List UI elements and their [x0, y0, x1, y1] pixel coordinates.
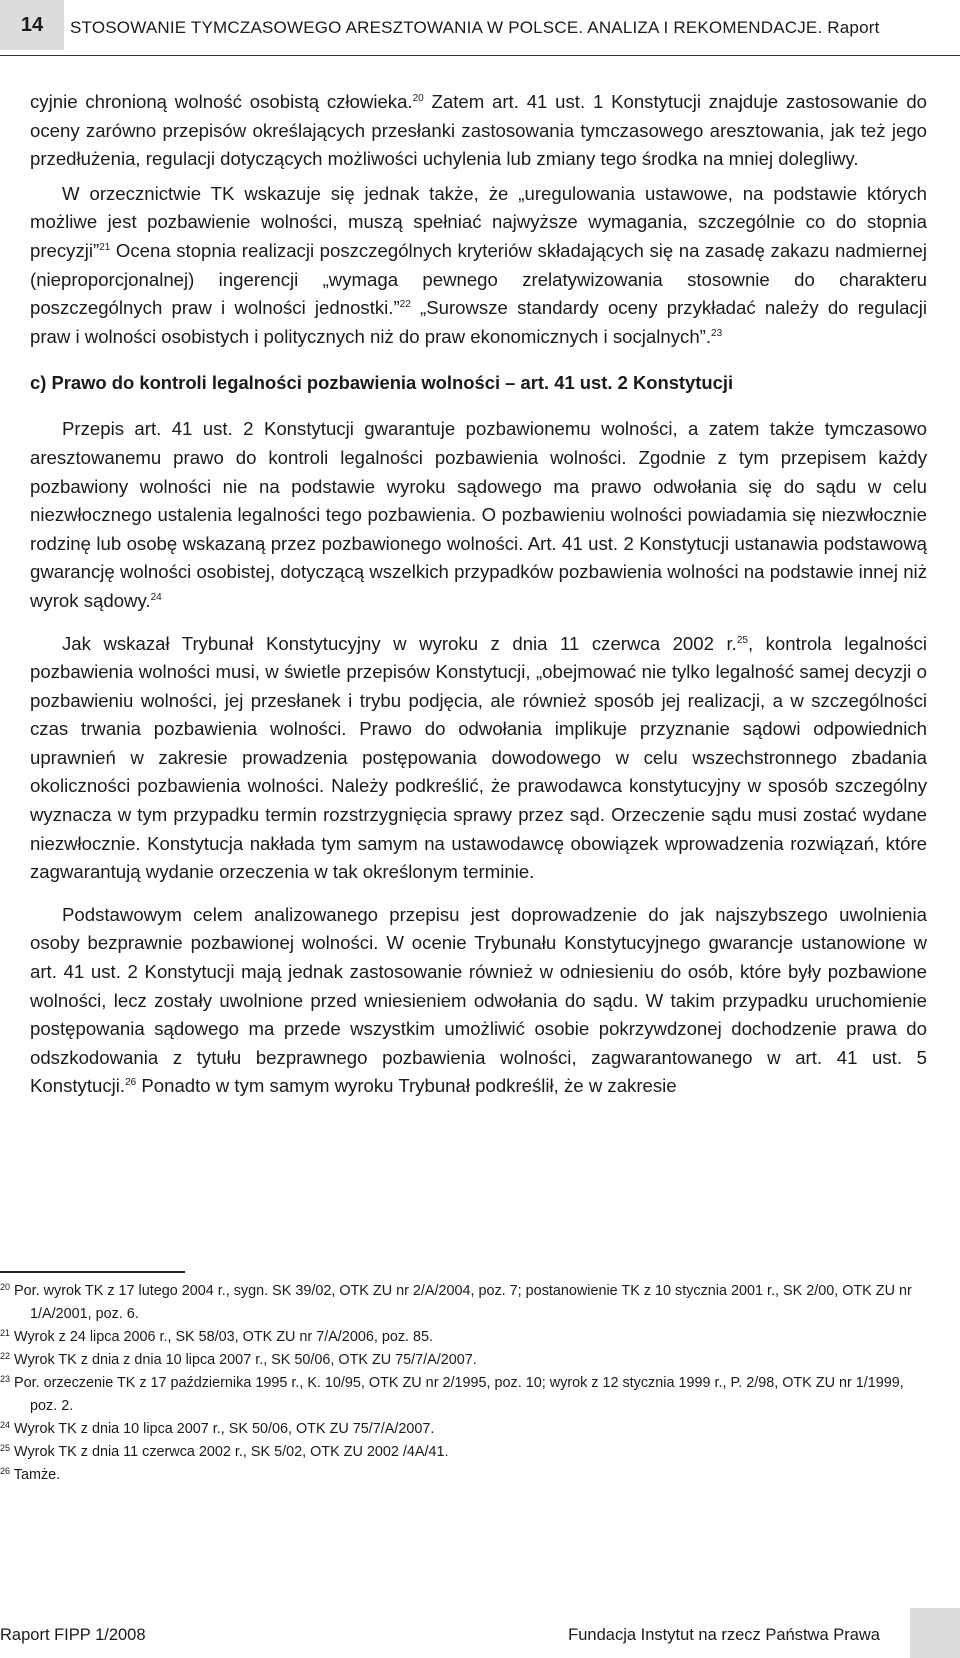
footnote-20: [0, 1280, 930, 1326]
text-run: cyjnie chronioną wolność osobistą człowieka.: [30, 91, 413, 112]
page-number-box: [0, 0, 64, 50]
paragraph-4: [30, 630, 927, 887]
footer-publisher: Fundacja Instytut na rzecz Państwa Prawa: [568, 1626, 880, 1644]
footnote-22: [0, 1349, 930, 1372]
footnote-text: Wyrok TK z dnia z dnia 10 lipca 2007 r., SK 50/06, OTK ZU 75/7/A/2007.: [14, 1352, 477, 1368]
footnote-25: [0, 1441, 930, 1464]
footnote-number: 24: [0, 1420, 11, 1430]
text-run: , kontrola legalności pozbawienia wolności musi, w świetle przepisów Konstytucji, „obejmować nie tylko legalność samej decyzji o pozbawieniu wolności, jej przesłanek i trybu podjęcia, ale również sposób jej realizacji, a w szczególności czas trwania pozbawienia wolności. Prawo do odwołania implikuje przyznanie sądowi odpowiednich uprawnień w zakresie prowadzenia postępowania dowodowego w celu wszechstronnego zbadania okoliczności pozbawienia wolności. Należy podkreślić, że prawodawca konstytucyjny w sposób szczególny wyznacza w tym przypadku termin rozstrzygnięcia sprawy przez sąd. Orzeczenie sądu musi zostać wydane niezwłocznie. Konstytucja nakłada tym samym na ustawodawcę obowiązek wprowadzenia rozwiązań, które zagwarantują wydanie orzeczenia w tak określonym terminie.: [30, 632, 927, 883]
footnote-number: 20: [0, 1282, 11, 1292]
footnotes: [0, 1280, 930, 1487]
footnote-number: 22: [0, 1351, 11, 1361]
footnote-text: Tamże.: [13, 1467, 61, 1483]
footnote-text: Por. orzeczenie TK z 17 października 1995 r., K. 10/95, OTK ZU nr 2/1995, poz. 10; wyrok z 12 stycznia 1999 r., P. 2/98, OTK ZU nr 1/1999, poz. 2.: [14, 1375, 904, 1414]
header-rule: [0, 55, 960, 56]
footnote-number: 21: [0, 1328, 11, 1338]
footnote-ref-23: 23: [711, 327, 723, 339]
paragraph-2: [30, 180, 927, 352]
footnote-text: Wyrok z 24 lipca 2006 r., SK 58/03, OTK ZU nr 7/A/2006, poz. 85.: [14, 1329, 434, 1345]
footnote-ref-22: 22: [399, 299, 411, 311]
footnote-23: [0, 1372, 930, 1418]
footnote-26: [0, 1464, 930, 1487]
footer-report-id: Raport FIPP 1/2008: [0, 1626, 146, 1644]
paragraph-1: [30, 88, 927, 174]
footnote-24: [0, 1418, 930, 1441]
footer-corner-box: [910, 1608, 960, 1658]
paragraph-3: [30, 415, 927, 615]
text-run: Zatem art. 41 ust. 1 Konstytucji znajduje zastosowanie do oceny zarówno przepisów określających przesłanki zastosowania tymczasowego aresztowania, jak też jego przedłużenia, regulacji dotyczących możliwości uchylenia lub zmiany tego środka na mniej dolegliwy.: [30, 91, 927, 170]
footnote-text: Por. wyrok TK z 17 lutego 2004 r., sygn. SK 39/02, OTK ZU nr 2/A/2004, poz. 7; postanowienie TK z 10 stycznia 2001 r., SK 2/00, OTK ZU nr 1/A/2001, poz. 6.: [14, 1283, 912, 1322]
text-run: W orzecznictwie TK wskazuje się jednak także, że „uregulowania ustawowe, na podstawie których możliwe jest pozbawienie wolności, muszą spełniać najwyższe wymagania, szczególnie co do stopnia precyzji”: [30, 182, 927, 261]
running-header: STOSOWANIE TYMCZASOWEGO ARESZTOWANIA W POLSCE. ANALIZA I REKOMENDACJE. Raport: [70, 18, 880, 37]
footnote-rule: [0, 1271, 185, 1273]
footnote-number: 25: [0, 1443, 11, 1453]
footnote-number: 26: [0, 1466, 11, 1476]
footnote-ref-25: 25: [736, 634, 748, 646]
footnote-21: [0, 1326, 930, 1349]
footnote-ref-20: 20: [412, 93, 424, 104]
footnote-number: 23: [0, 1374, 11, 1384]
text-run: Ponadto w tym samym wyroku Trybunał podkreślił, że w zakresie: [136, 1075, 677, 1097]
text-run: Podstawowym celem analizowanego przepisu jest doprowadzenie do jak najszybszego uwolnienia osoby bezprawnie pozbawionej wolności. W ocenie Trybunału Konstytucyjnego gwarancje ustanowione w art. 41 ust. 2 Konstytucji mają jednak zastosowanie również w odniesieniu do osób, które były pozbawione wolności, lecz zostały uwolnione przed wniesieniem odwołania do sądu. W takim przypadku uruchomienie postępowania sądowego ma przede wszystkim umożliwić osobie pokrzywdzonej dochodzenie prawa do odszkodowania z tytułu bezprawnego pozbawienia wolności, zagwarantowanego w art. 41 ust. 5 Konstytucji.: [30, 903, 927, 1097]
footnote-ref-26: 26: [125, 1077, 137, 1089]
text-run: Przepis art. 41 ust. 2 Konstytucji gwarantuje pozbawionemu wolności, a zatem także tymczasowo aresztowanemu prawo do kontroli legalności pozbawienia wolności. Zgodnie z tym przepisem każdy pozbawiony wolności nie na podstawie wyroku sądowego ma prawo odwołania się do sądu w celu niezwłocznego ustalenia legalności tego pozbawienia. O pozbawieniu wolności powiadamia się niezwłocznie rodzinę lub osobę wskazaną przez pozbawionego wolności. Art. 41 ust. 2 Konstytucji ustanawia podstawową gwarancję wolności osobistej, dotyczącą wszelkich przypadków pozbawienia wolności na podstawie innej niż wyrok sądowy.: [30, 418, 927, 611]
footnote-ref-24: 24: [150, 591, 162, 603]
footnote-ref-21: 21: [99, 241, 111, 253]
page-number: 14: [20, 13, 44, 36]
paragraph-5: [30, 901, 927, 1101]
text-run: Ocena stopnia realizacji poszczególnych kryteriów składających się na zasadę zakazu nadmiernej (nieproporcjonalnej) ingerencji „wymaga pewnego zrelatywizowania stosownie do charakteru poszczególnych praw i wolności jednostki.”: [30, 239, 927, 319]
text-run: „Surowsze standardy oceny przykładać należy do regulacji praw i wolności osobistych i politycznych niż do praw ekonomicznych i socjalnych”.: [30, 297, 927, 347]
main-text: [30, 88, 927, 1101]
footnote-text: Wyrok TK z dnia 11 czerwca 2002 r., SK 5/02, OTK ZU 2002 /4A/41.: [14, 1444, 449, 1460]
footnote-text: Wyrok TK z dnia 10 lipca 2007 r., SK 50/06, OTK ZU 75/7/A/2007.: [14, 1421, 435, 1437]
section-heading: c) Prawo do kontroli legalności pozbawienia wolności – art. 41 ust. 2 Konstytucji: [30, 372, 734, 394]
text-run: Jak wskazał Trybunał Konstytucyjny w wyroku z dnia 11 czerwca 2002 r.: [62, 632, 737, 654]
